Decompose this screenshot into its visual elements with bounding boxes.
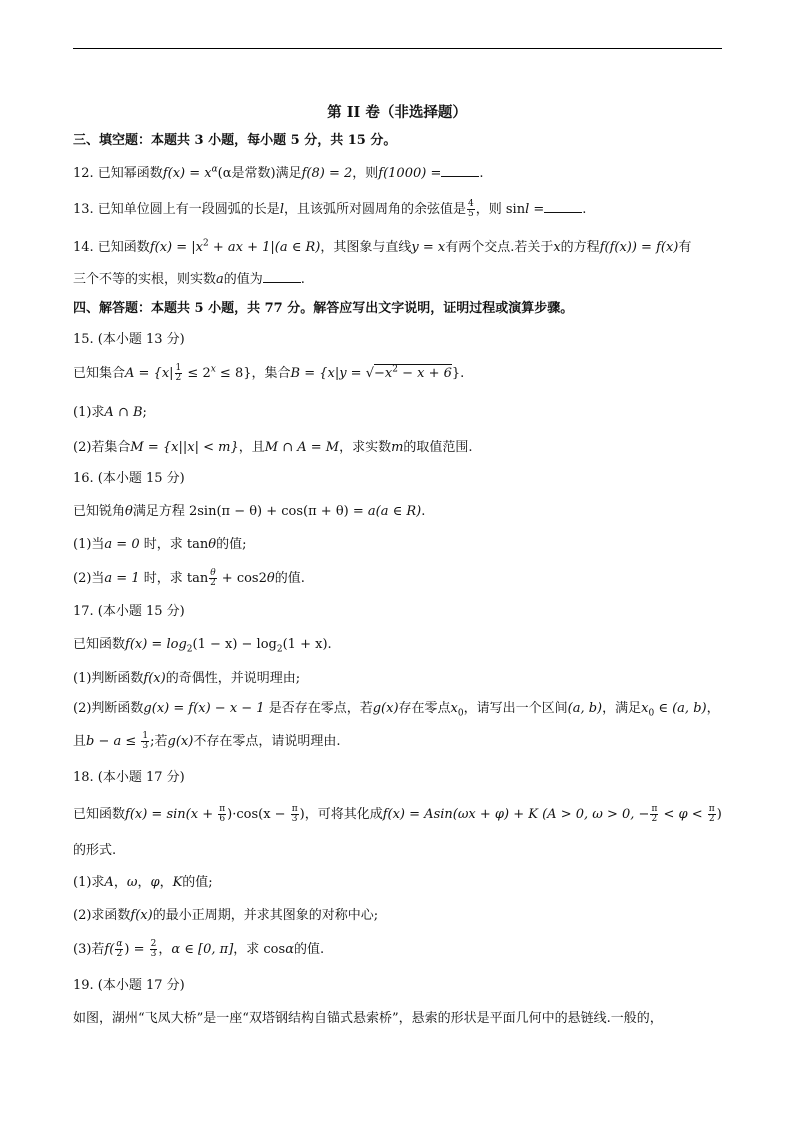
radical: $-x^2 - x + 6$ bbox=[374, 364, 452, 381]
page-title: 第 II 卷（非选择题） bbox=[327, 104, 467, 121]
fraction: $\frac{2}{3}$ bbox=[150, 939, 157, 959]
question-18-part-1: (1)求A，ω，φ，K的值; bbox=[73, 875, 213, 890]
section-heading-fill-in: 三、填空题：本题共 3 小题，每小题 5 分，共 15 分。 bbox=[73, 133, 397, 148]
question-13: 13. 已知单位圆上有一段圆弧的长是l，且该弧所对圆周角的余弦值是 $\frac{4}{5}$ ，则 sinl = . bbox=[73, 199, 587, 219]
fraction: $\frac{\pi}{6}$ bbox=[219, 804, 226, 824]
question-17-heading: 17. (本小题 15 分) bbox=[73, 604, 185, 619]
question-17-stem: 已知函数$f(x) = \log_2(1 - x) - \log_2(1 + x)$. bbox=[73, 637, 332, 655]
fraction: $\frac{\pi}{2}$ bbox=[708, 804, 715, 824]
question-15-part-1: (1)求A ∩ B; bbox=[73, 405, 147, 420]
question-19-heading: 19. (本小题 17 分) bbox=[73, 978, 185, 993]
fraction: $\frac{\theta}{2}$ bbox=[210, 568, 216, 588]
fraction: $\frac{\pi}{2}$ bbox=[651, 804, 658, 824]
section-heading-solve: 四、解答题：本题共 5 小题，共 77 分。解答应写出文字说明，证明过程或演算步骤。 bbox=[73, 301, 574, 316]
question-15-part-2: (2)若集合M = {x||x| < m}，且M ∩ A = M，求实数m的取值范围. bbox=[73, 440, 473, 455]
question-18-stem: 已知函数f(x) = sin(x + $\frac{\pi}{6}$ )·cos(x − $\frac{\pi}{3}$ )，可将其化成f(x) = Asin(ωx + φ) + K (A > 0, ω > 0, − $\frac{\pi}{2}$ < φ < $\frac{\pi}{2}$ ) bbox=[73, 804, 722, 824]
answer-blank bbox=[441, 164, 479, 177]
answer-blank bbox=[544, 200, 582, 213]
question-17-part-2-cont: 且b − a ≤ $\frac{1}{3}$ ;若g(x)不存在零点，请说明理由. bbox=[73, 731, 341, 751]
question-18-heading: 18. (本小题 17 分) bbox=[73, 770, 185, 785]
question-14-line-1: 14. 已知函数$f(x) = |x^2$ + ax + 1|(a ∈ R)，其图象与直线y = x有两个交点.若关于x的方程f(f(x)) = f(x)有 bbox=[73, 238, 692, 255]
question-16-part-2: (2)当a = 1 时，求 tan $\frac{\theta}{2}$ + cos2θ的值. bbox=[73, 568, 305, 588]
fraction: $\frac{\alpha}{2}$ bbox=[116, 939, 123, 959]
fraction: $\frac{4}{5}$ bbox=[468, 199, 474, 219]
question-18-stem-cont: 的形式. bbox=[73, 843, 117, 858]
question-19-stem: 如图，湖州“飞凤大桥”是一座“双塔钢结构自锚式悬索桥”，悬索的形状是平面几何中的悬链线.一般的， bbox=[73, 1011, 663, 1026]
fraction: $\frac{1}{2}$ bbox=[175, 363, 182, 383]
question-17-part-2: (2)判断函数g(x) = f(x) − x − 1 是否存在零点，若g(x)存在零点$x_0$，请写出一个区间(a, b)，满足$x_0$ ∈ (a, b)， bbox=[73, 701, 720, 719]
question-15-heading: 15. (本小题 13 分) bbox=[73, 332, 185, 347]
question-16-part-1: (1)当a = 0 时，求 tanθ的值; bbox=[73, 537, 247, 552]
question-14-line-2: 三个不等的实根，则实数a的值为 . bbox=[73, 272, 305, 287]
question-18-part-3: (3)若f( $\frac{\alpha}{2}$ ) = $\frac{2}{3}$ ，α ∈ [0, π]，求 cosα的值. bbox=[73, 939, 325, 959]
answer-blank bbox=[263, 270, 301, 283]
fraction: $\frac{1}{3}$ bbox=[142, 731, 149, 751]
question-12: 12. 已知幂函数$f(x) = x^\alpha(\alpha$是常数)满足f(8) = 2，则f(1000) = . bbox=[73, 164, 484, 181]
question-17-part-1: (1)判断函数f(x)的奇偶性，并说明理由; bbox=[73, 671, 301, 686]
question-18-part-2: (2)求函数f(x)的最小正周期，并求其图象的对称中心; bbox=[73, 908, 379, 923]
top-rule bbox=[73, 48, 722, 49]
question-16-heading: 16. (本小题 15 分) bbox=[73, 471, 185, 486]
fraction: $\frac{\pi}{3}$ bbox=[291, 804, 298, 824]
question-16-stem: 已知锐角θ满足方程 2sin(π − θ) + cos(π + θ) = a(a ∈ R). bbox=[73, 504, 426, 519]
question-15-stem: 已知集合A = {x| $\frac{1}{2}$ ≤ $2^x \le 8$}，集合$B = \{x|y = √-x^2 - x + 6\}$. bbox=[73, 363, 465, 383]
